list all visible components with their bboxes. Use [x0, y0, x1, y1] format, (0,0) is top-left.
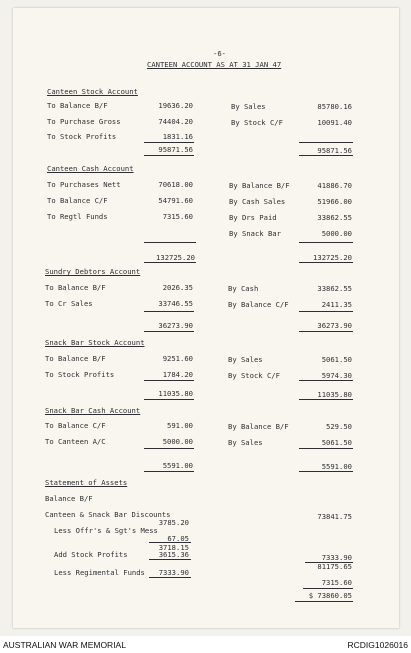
ledger-total: 5591.00	[321, 462, 352, 471]
rule	[299, 242, 353, 243]
rule	[144, 399, 194, 400]
rule	[299, 311, 353, 312]
ledger-total: 5591.00	[162, 461, 193, 470]
ledger-amount: 5061.50	[321, 355, 352, 364]
ledger-amount: 19636.20	[158, 101, 193, 110]
rule	[299, 142, 353, 143]
ledger-label: To Balance C/F	[45, 421, 106, 430]
ledger-label: To Cr Sales	[45, 299, 93, 308]
section-heading: Canteen Stock Account	[47, 87, 138, 96]
rule	[144, 242, 196, 243]
rule	[144, 262, 196, 263]
rule	[299, 331, 353, 332]
ledger-amount: 85780.16	[317, 102, 352, 111]
rule	[144, 331, 194, 332]
ledger-amount: 529.50	[326, 422, 352, 431]
ledger-total: 11035.80	[317, 390, 352, 399]
ledger-amount: 33746.55	[158, 299, 193, 308]
ledger-label: To Balance C/F	[47, 196, 108, 205]
page-number: -6-	[213, 49, 226, 58]
ledger-amount: 5000.00	[162, 437, 193, 446]
ledger-amount: 9251.60	[162, 354, 193, 363]
rule	[149, 559, 191, 560]
ledger-amount: 51966.00	[317, 197, 352, 206]
ledger-label: To Purchases Nett	[47, 180, 121, 189]
ledger-amount: 2026.35	[162, 283, 193, 292]
ledger-total: 95871.56	[158, 145, 193, 154]
ledger-amount: 591.00	[167, 421, 193, 430]
ledger-label: To Stock Profits	[45, 370, 115, 379]
ledger-amount: 3718.15	[158, 543, 189, 552]
ledger-label: By Snack Bar	[229, 229, 281, 238]
ledger-label: Balance B/F	[45, 494, 93, 503]
ledger-label: By Stock C/F	[228, 371, 280, 380]
ledger-amount: 33862.55	[317, 284, 352, 293]
ledger-amount: 67.05	[167, 534, 189, 543]
archive-id: RCDIG1026016	[347, 640, 408, 650]
rule	[144, 311, 194, 312]
ledger-amount: 5974.30	[321, 371, 352, 380]
rule	[303, 588, 353, 589]
ledger-total: 132725.20	[313, 253, 352, 262]
ledger-label: To Balance B/F	[45, 354, 106, 363]
ledger-amount: 10091.40	[317, 118, 352, 127]
ledger-label: By Stock C/F	[231, 118, 283, 127]
ledger-amount: 5000.00	[321, 229, 352, 238]
ledger-amount: 5061.50	[321, 438, 352, 447]
ledger-label: Canteen & Snack Bar Discounts	[45, 510, 171, 519]
ledger-amount: 81175.65	[317, 562, 352, 571]
ledger-total: 36273.90	[317, 321, 352, 330]
ledger-amount: 7315.60	[321, 578, 352, 587]
ledger-amount: 73841.75	[317, 512, 352, 521]
section-heading: Snack Bar Stock Account	[45, 338, 145, 347]
ledger-amount: 54791.60	[158, 196, 193, 205]
ledger-label: Add Stock Profits	[54, 550, 128, 559]
rule	[149, 577, 191, 578]
ledger-label: By Sales	[228, 438, 263, 447]
document-page	[13, 8, 399, 628]
ledger-label: To Canteen A/C	[45, 437, 106, 446]
ledger-label: Less Offr's & Sgt's Mess	[54, 526, 158, 535]
rule	[295, 601, 353, 602]
ledger-label: By Balance B/F	[229, 181, 290, 190]
ledger-amount: 70618.00	[158, 180, 193, 189]
ledger-label: By Balance B/F	[228, 422, 289, 431]
ledger-amount: 1831.16	[162, 132, 193, 141]
archive-footer	[0, 636, 411, 653]
grand-total: $ 73860.05	[308, 591, 352, 600]
ledger-label: By Cash Sales	[229, 197, 286, 206]
ledger-label: To Stock Profits	[47, 132, 117, 141]
ledger-label: To Regtl Funds	[47, 212, 108, 221]
rule	[299, 380, 353, 381]
section-heading: Statement of Assets	[45, 478, 128, 487]
ledger-amount: 74404.20	[158, 117, 193, 126]
ledger-total: 132725.20	[156, 253, 195, 262]
ledger-amount: 7315.60	[162, 212, 193, 221]
rule	[144, 448, 194, 449]
ledger-amount: 41886.70	[317, 181, 352, 190]
section-heading: Snack Bar Cash Account	[45, 406, 141, 415]
ledger-total: 95871.56	[317, 146, 352, 155]
page-title: CANTEEN ACCOUNT AS AT 31 JAN 47	[147, 60, 282, 69]
ledger-label: To Balance B/F	[47, 101, 108, 110]
ledger-amount: 1784.20	[162, 370, 193, 379]
ledger-label: By Drs Paid	[229, 213, 277, 222]
ledger-amount: 3785.20	[158, 518, 189, 527]
rule	[299, 399, 353, 400]
rule	[144, 380, 194, 381]
section-heading: Sundry Debtors Account	[45, 267, 141, 276]
rule	[144, 155, 194, 156]
ledger-total: 36273.90	[158, 321, 193, 330]
ledger-label: To Purchase Gross	[47, 117, 121, 126]
ledger-label: By Sales	[231, 102, 266, 111]
ledger-amount: 3615.36	[158, 550, 189, 559]
ledger-amount: 7333.90	[321, 553, 352, 562]
archive-credit: AUSTRALIAN WAR MEMORIAL	[3, 640, 126, 650]
section-heading: Canteen Cash Account	[47, 164, 134, 173]
rule	[299, 262, 353, 263]
rule	[299, 448, 353, 449]
ledger-amount: 2411.35	[321, 300, 352, 309]
ledger-amount: 33862.55	[317, 213, 352, 222]
ledger-total: 11035.80	[158, 389, 193, 398]
ledger-label: By Balance C/F	[228, 300, 289, 309]
rule	[299, 155, 353, 156]
ledger-label: By Cash	[228, 284, 259, 293]
rule	[144, 142, 194, 143]
ledger-label: Less Regimental Funds	[54, 568, 145, 577]
ledger-label: To Balance B/F	[45, 283, 106, 292]
ledger-label: By Sales	[228, 355, 263, 364]
rule	[299, 471, 353, 472]
ledger-amount: 7333.90	[158, 568, 189, 577]
rule	[144, 471, 194, 472]
